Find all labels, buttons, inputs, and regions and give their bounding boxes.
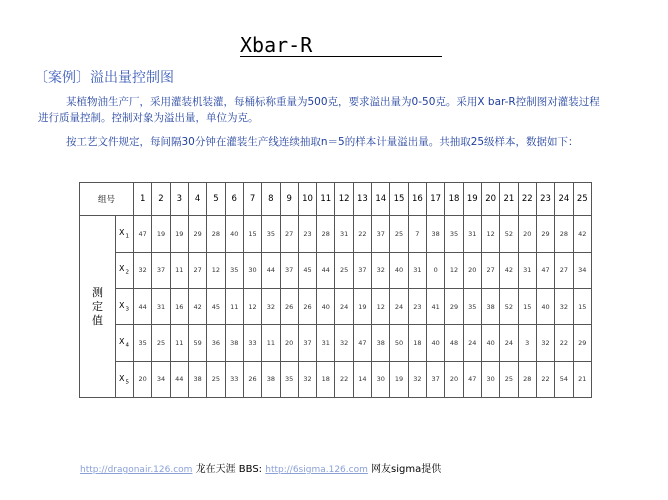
table-cell: 7 bbox=[408, 216, 426, 252]
measured-value-char: 值 bbox=[92, 313, 103, 327]
table-cell: 38 bbox=[427, 216, 445, 252]
table-cell: 32 bbox=[555, 288, 573, 324]
variable-subscript: 5 bbox=[125, 379, 130, 386]
table-cell: 52 bbox=[500, 216, 518, 252]
table-cell: 14 bbox=[353, 361, 371, 397]
group-number: 2 bbox=[152, 183, 170, 216]
table-cell: 12 bbox=[243, 288, 261, 324]
table-cell: 38 bbox=[481, 288, 499, 324]
table-cell: 40 bbox=[317, 288, 335, 324]
variable-letter: X bbox=[119, 373, 126, 383]
table-cell: 31 bbox=[518, 252, 536, 288]
group-number: 24 bbox=[555, 183, 573, 216]
group-number: 15 bbox=[390, 183, 408, 216]
table-cell: 15 bbox=[243, 216, 261, 252]
footer-text-credit: 网友sigma提供 bbox=[367, 464, 442, 475]
description-paragraph: 某植物油生产厂，采用灌装机装灌，每桶标称重量为500克，要求溢出量为0-50克。采用X bar-R控制图对灌装过程进行质量控制。控制对象为溢出量，单位为克。 bbox=[38, 96, 600, 124]
table-cell: 27 bbox=[280, 216, 298, 252]
table-cell: 40 bbox=[225, 216, 243, 252]
table-cell: 12 bbox=[372, 288, 390, 324]
table-cell: 28 bbox=[555, 216, 573, 252]
variable-letter: X bbox=[119, 228, 126, 238]
variable-name bbox=[116, 216, 134, 252]
table-cell: 37 bbox=[427, 361, 445, 397]
table-row bbox=[80, 288, 592, 324]
group-number: 25 bbox=[573, 183, 591, 216]
group-number-label: 组号 bbox=[80, 183, 134, 216]
table-cell: 15 bbox=[573, 288, 591, 324]
table-cell: 18 bbox=[408, 325, 426, 361]
group-number: 1 bbox=[134, 183, 152, 216]
footer-text-bbs: 龙在天涯 BBS: bbox=[192, 464, 266, 475]
variable-letter: X bbox=[119, 264, 126, 274]
table-cell: 44 bbox=[262, 252, 280, 288]
table-cell: 38 bbox=[225, 325, 243, 361]
table-cell: 19 bbox=[170, 216, 188, 252]
table-cell: 12 bbox=[207, 252, 225, 288]
table-cell: 40 bbox=[536, 288, 554, 324]
table-cell: 30 bbox=[372, 361, 390, 397]
table-cell: 23 bbox=[298, 216, 316, 252]
table-cell: 37 bbox=[298, 325, 316, 361]
table-cell: 33 bbox=[243, 325, 261, 361]
table-cell: 12 bbox=[481, 216, 499, 252]
variable-letter: X bbox=[119, 337, 126, 347]
group-number: 11 bbox=[317, 183, 335, 216]
table-cell: 32 bbox=[408, 361, 426, 397]
table-cell: 35 bbox=[445, 216, 463, 252]
table-cell: 20 bbox=[280, 325, 298, 361]
table-cell: 34 bbox=[573, 252, 591, 288]
group-number: 6 bbox=[225, 183, 243, 216]
table-cell: 29 bbox=[445, 288, 463, 324]
table-cell: 20 bbox=[134, 361, 152, 397]
table-cell: 22 bbox=[353, 216, 371, 252]
group-number: 3 bbox=[170, 183, 188, 216]
table-cell: 0 bbox=[427, 252, 445, 288]
table-cell: 40 bbox=[427, 325, 445, 361]
table-cell: 31 bbox=[463, 216, 481, 252]
table-cell: 31 bbox=[408, 252, 426, 288]
group-number: 4 bbox=[188, 183, 206, 216]
table-cell: 26 bbox=[298, 288, 316, 324]
table-cell: 35 bbox=[463, 288, 481, 324]
variable-letter: X bbox=[119, 300, 126, 310]
group-number: 7 bbox=[243, 183, 261, 216]
table-cell: 35 bbox=[225, 252, 243, 288]
variable-name bbox=[116, 361, 134, 397]
table-cell: 47 bbox=[134, 216, 152, 252]
group-number: 12 bbox=[335, 183, 353, 216]
footer-link-6sigma[interactable]: http://6sigma.126.com bbox=[265, 465, 368, 475]
table-cell: 24 bbox=[335, 288, 353, 324]
group-number: 13 bbox=[353, 183, 371, 216]
table-cell: 15 bbox=[518, 288, 536, 324]
table-cell: 29 bbox=[573, 325, 591, 361]
table-cell: 25 bbox=[335, 252, 353, 288]
table-cell: 45 bbox=[298, 252, 316, 288]
table-cell: 37 bbox=[353, 252, 371, 288]
table-cell: 27 bbox=[188, 252, 206, 288]
variable-subscript: 4 bbox=[125, 342, 130, 349]
table-cell: 3 bbox=[518, 325, 536, 361]
measured-value-label bbox=[80, 216, 116, 398]
table-cell: 21 bbox=[573, 361, 591, 397]
variable-subscript: 1 bbox=[125, 233, 130, 240]
table-cell: 11 bbox=[170, 252, 188, 288]
table-cell: 47 bbox=[463, 361, 481, 397]
measurement-table bbox=[79, 182, 592, 398]
table-cell: 32 bbox=[335, 325, 353, 361]
table-cell: 12 bbox=[445, 252, 463, 288]
table-row bbox=[80, 252, 592, 288]
table-cell: 20 bbox=[518, 216, 536, 252]
table-cell: 35 bbox=[280, 361, 298, 397]
variable-name bbox=[116, 252, 134, 288]
table-cell: 24 bbox=[390, 288, 408, 324]
table-cell: 42 bbox=[188, 288, 206, 324]
table-cell: 44 bbox=[317, 252, 335, 288]
table-cell: 25 bbox=[152, 325, 170, 361]
table-cell: 59 bbox=[188, 325, 206, 361]
table-cell: 22 bbox=[335, 361, 353, 397]
table-cell: 29 bbox=[536, 216, 554, 252]
table-cell: 22 bbox=[555, 325, 573, 361]
group-number: 20 bbox=[481, 183, 499, 216]
table-cell: 18 bbox=[317, 361, 335, 397]
table-cell: 34 bbox=[152, 361, 170, 397]
table-cell: 31 bbox=[317, 325, 335, 361]
group-number: 19 bbox=[463, 183, 481, 216]
measured-value-char: 定 bbox=[92, 299, 103, 313]
table-cell: 11 bbox=[170, 325, 188, 361]
sampling-paragraph: 按工艺文件规定，每间隔30分钟在灌装生产线连续抽取n＝5的样本计量溢出量。共抽取25级样本，数据如下： bbox=[66, 136, 579, 148]
variable-subscript: 3 bbox=[125, 306, 130, 313]
table-cell: 31 bbox=[335, 216, 353, 252]
table-cell: 32 bbox=[372, 252, 390, 288]
table-cell: 38 bbox=[372, 325, 390, 361]
group-number: 23 bbox=[536, 183, 554, 216]
table-cell: 35 bbox=[262, 216, 280, 252]
table-cell: 20 bbox=[445, 361, 463, 397]
case-heading: 〔案例〕溢出量控制图 bbox=[34, 70, 174, 86]
variable-name bbox=[116, 288, 134, 324]
table-cell: 38 bbox=[262, 361, 280, 397]
table-row bbox=[80, 325, 592, 361]
table-cell: 50 bbox=[390, 325, 408, 361]
table-cell: 19 bbox=[152, 216, 170, 252]
table-cell: 47 bbox=[536, 252, 554, 288]
table-cell: 28 bbox=[317, 216, 335, 252]
table-cell: 40 bbox=[481, 325, 499, 361]
table-header-row bbox=[80, 183, 592, 216]
table-cell: 31 bbox=[152, 288, 170, 324]
table-cell: 28 bbox=[207, 216, 225, 252]
table-cell: 23 bbox=[408, 288, 426, 324]
table-cell: 25 bbox=[500, 361, 518, 397]
table-cell: 37 bbox=[280, 252, 298, 288]
table-cell: 32 bbox=[536, 325, 554, 361]
table-cell: 42 bbox=[573, 216, 591, 252]
table-cell: 44 bbox=[134, 288, 152, 324]
table-cell: 38 bbox=[188, 361, 206, 397]
table-cell: 47 bbox=[353, 325, 371, 361]
table-cell: 44 bbox=[170, 361, 188, 397]
table-cell: 48 bbox=[445, 325, 463, 361]
table-cell: 28 bbox=[518, 361, 536, 397]
table-cell: 26 bbox=[280, 288, 298, 324]
table-cell: 32 bbox=[134, 252, 152, 288]
table-cell: 25 bbox=[390, 216, 408, 252]
table-cell: 33 bbox=[225, 361, 243, 397]
table-cell: 40 bbox=[390, 252, 408, 288]
group-number: 22 bbox=[518, 183, 536, 216]
footer bbox=[80, 464, 441, 476]
table-cell: 36 bbox=[207, 325, 225, 361]
table-cell: 41 bbox=[427, 288, 445, 324]
group-number: 17 bbox=[427, 183, 445, 216]
table-cell: 52 bbox=[500, 288, 518, 324]
table-cell: 24 bbox=[463, 325, 481, 361]
table-cell: 54 bbox=[555, 361, 573, 397]
variable-name bbox=[116, 325, 134, 361]
group-number: 10 bbox=[298, 183, 316, 216]
table-cell: 19 bbox=[353, 288, 371, 324]
table-cell: 19 bbox=[390, 361, 408, 397]
measured-value-char: 测 bbox=[92, 285, 103, 299]
table-cell: 30 bbox=[243, 252, 261, 288]
table-cell: 35 bbox=[134, 325, 152, 361]
table-row bbox=[80, 361, 592, 397]
table-cell: 42 bbox=[500, 252, 518, 288]
group-number: 9 bbox=[280, 183, 298, 216]
table-cell: 11 bbox=[262, 325, 280, 361]
table-cell: 29 bbox=[188, 216, 206, 252]
table-cell: 32 bbox=[262, 288, 280, 324]
table-cell: 30 bbox=[481, 361, 499, 397]
table-cell: 22 bbox=[536, 361, 554, 397]
table-cell: 24 bbox=[500, 325, 518, 361]
table-cell: 45 bbox=[207, 288, 225, 324]
table-cell: 32 bbox=[298, 361, 316, 397]
table-cell: 27 bbox=[555, 252, 573, 288]
footer-link-dragonair[interactable]: http://dragonair.126.com bbox=[80, 465, 193, 475]
variable-subscript: 2 bbox=[125, 270, 130, 277]
group-number: 8 bbox=[262, 183, 280, 216]
table-cell: 27 bbox=[481, 252, 499, 288]
group-number: 14 bbox=[372, 183, 390, 216]
table-cell: 37 bbox=[372, 216, 390, 252]
table-cell: 37 bbox=[152, 252, 170, 288]
group-number: 18 bbox=[445, 183, 463, 216]
group-number: 5 bbox=[207, 183, 225, 216]
table-row bbox=[80, 216, 592, 252]
table-cell: 20 bbox=[463, 252, 481, 288]
table-cell: 25 bbox=[207, 361, 225, 397]
group-number: 16 bbox=[408, 183, 426, 216]
table-cell: 11 bbox=[225, 288, 243, 324]
table-cell: 16 bbox=[170, 288, 188, 324]
table-cell: 26 bbox=[243, 361, 261, 397]
group-number: 21 bbox=[500, 183, 518, 216]
page-title: Xbar-R bbox=[240, 34, 442, 57]
